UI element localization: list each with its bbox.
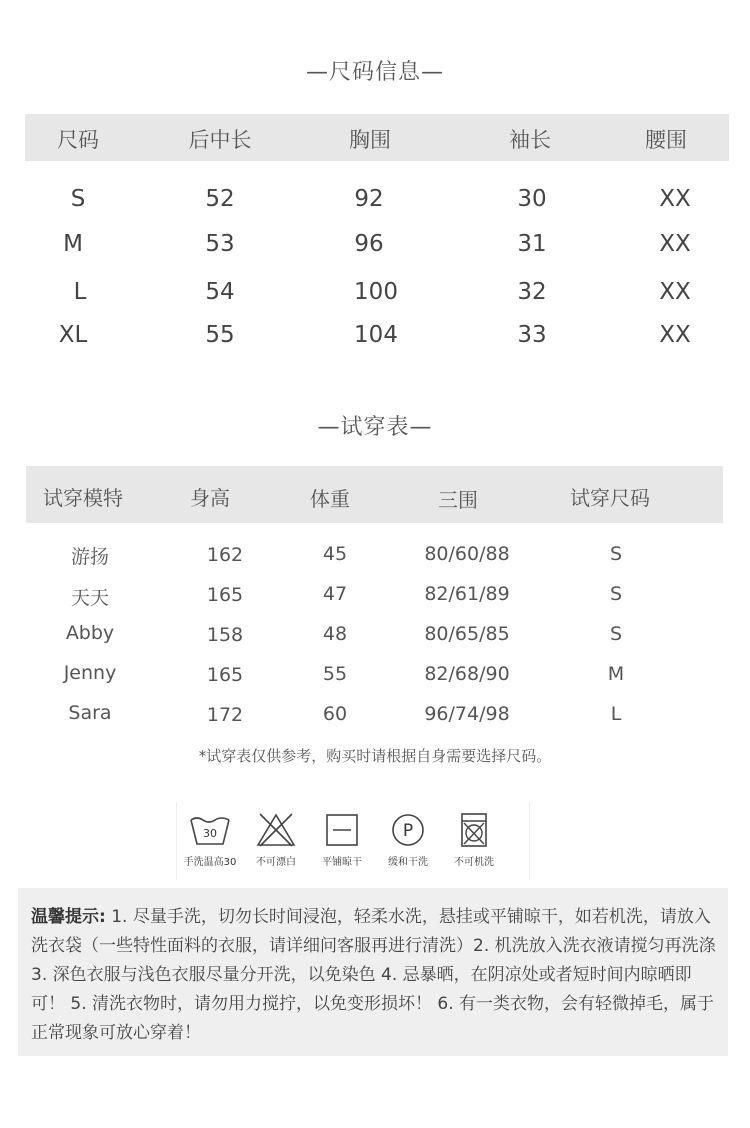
fit-row-2-height: 165 xyxy=(206,584,244,606)
tips-label: 温馨提示: xyxy=(31,907,106,927)
fit-row-1-size: S xyxy=(609,543,623,565)
fit-row-3-model: Abby xyxy=(65,622,115,644)
no-machine-wash-icon xyxy=(452,812,496,848)
size-header-waist: 腰围 xyxy=(645,128,687,152)
dry-clean-letter: P xyxy=(402,821,414,841)
fit-row-1-height: 162 xyxy=(206,544,244,566)
fit-row-5-weight: 60 xyxy=(322,703,348,725)
care-tips-box xyxy=(18,888,728,1056)
care-label-gentle-dry-clean: 缓和干洗 xyxy=(388,857,428,868)
care-label-no-bleach: 不可漂白 xyxy=(256,857,296,868)
care-item-no-machine-wash xyxy=(439,812,509,868)
hand-wash-30-icon xyxy=(188,812,232,848)
size-row-m-waist: XX xyxy=(659,231,691,257)
fit-row-4-model: Jenny xyxy=(63,662,117,684)
fit-row-2-model: 天天 xyxy=(70,587,109,609)
fit-header-height: 身高 xyxy=(190,486,230,510)
hand-wash-temp: 30 xyxy=(203,827,217,840)
fit-header-size: 试穿尺码 xyxy=(570,486,650,510)
no-bleach-icon xyxy=(254,812,298,848)
care-item-no-bleach xyxy=(241,812,311,868)
fit-row-5-size: L xyxy=(610,703,622,725)
fit-row-2-weight: 47 xyxy=(322,583,348,605)
fit-row-5-height: 172 xyxy=(206,704,244,726)
care-item-flat-dry xyxy=(307,812,377,868)
size-row-xl-waist: XX xyxy=(659,322,691,348)
size-row-s-chest: 92 xyxy=(354,186,384,212)
size-row-l-back-length: 54 xyxy=(205,279,235,305)
fit-section-title: —试穿表— xyxy=(317,415,433,440)
size-row-m-sleeve: 31 xyxy=(517,231,547,257)
fit-row-1-weight: 45 xyxy=(322,543,348,565)
care-symbols-panel xyxy=(176,802,530,880)
fit-header-model: 试穿模特 xyxy=(43,486,123,510)
fit-row-3-size: S xyxy=(609,623,623,645)
fit-row-5-model: Sara xyxy=(68,702,112,724)
size-row-s-sleeve: 30 xyxy=(517,186,547,212)
gentle-dry-clean-icon xyxy=(386,812,430,848)
care-item-gentle-dry-clean xyxy=(373,812,443,868)
care-label-no-machine-wash: 不可机洗 xyxy=(454,857,494,868)
size-row-l-waist: XX xyxy=(659,279,691,305)
fit-row-2-size: S xyxy=(609,583,623,605)
fit-row-3-height: 158 xyxy=(206,624,244,646)
size-row-xl-back-length: 55 xyxy=(205,322,235,348)
size-header-size: 尺码 xyxy=(57,128,99,152)
tips-text: 1. 尽量手洗，切勿长时间浸泡，轻柔水洗，悬挂或平铺晾干，如若机洗，请放入洗衣袋（一些特性面料的衣服，请详细问客服再进行清洗）2. 机洗放入洗衣液请搅匀再洗涤 3. 深色衣服与浅色衣服尽量分开洗，以免染色 4. 忌暴晒，在阴凉处或者短时间内晾晒即可！ 5. 清洗衣物时，请勿用力搅拧，以免变形损坏！ 6. 有一类衣物，会有轻微掉毛，属于正常现象可放心穿着！ xyxy=(31,907,716,1043)
fit-row-4-measurements: 82/68/90 xyxy=(424,663,510,685)
fit-row-3-weight: 48 xyxy=(322,623,348,645)
size-row-xl-sleeve: 33 xyxy=(517,322,547,348)
size-row-l-size: L xyxy=(73,279,87,305)
fit-row-4-height: 165 xyxy=(206,664,244,686)
care-label-flat-dry: 平铺晾干 xyxy=(322,857,362,868)
size-row-s-waist: XX xyxy=(659,186,691,212)
size-row-xl-size: XL xyxy=(58,322,88,348)
size-row-xl-chest: 104 xyxy=(354,322,398,348)
size-row-m-chest: 96 xyxy=(354,231,384,257)
size-row-m-size: M xyxy=(63,231,83,257)
fit-row-1-model: 游扬 xyxy=(70,546,109,568)
size-row-m-back-length: 53 xyxy=(205,231,235,257)
fit-row-1-measurements: 80/60/88 xyxy=(424,543,510,565)
care-label-hand-wash: 手洗温高30 xyxy=(183,857,237,868)
size-row-s-size: S xyxy=(70,186,86,212)
fit-row-3-measurements: 80/65/85 xyxy=(424,623,510,645)
fit-header-measurements: 三围 xyxy=(438,488,478,512)
size-section-title: —尺码信息— xyxy=(305,60,444,85)
size-header-back-length: 后中长 xyxy=(188,128,252,152)
fit-row-2-measurements: 82/61/89 xyxy=(424,583,510,605)
size-header-sleeve: 袖长 xyxy=(509,128,551,152)
flat-dry-icon xyxy=(320,812,364,848)
fit-note: *试穿表仅供参考，购买时请根据自身需要选择尺码。 xyxy=(198,747,552,765)
size-header-chest: 胸围 xyxy=(349,128,391,152)
care-item-hand-wash xyxy=(175,812,245,868)
fit-row-4-size: M xyxy=(607,663,625,685)
size-row-l-sleeve: 32 xyxy=(517,279,547,305)
fit-row-5-measurements: 96/74/98 xyxy=(424,703,510,725)
fit-row-4-weight: 55 xyxy=(322,663,348,685)
size-row-l-chest: 100 xyxy=(354,279,398,305)
fit-header-weight: 体重 xyxy=(310,487,350,511)
size-row-s-back-length: 52 xyxy=(205,186,235,212)
